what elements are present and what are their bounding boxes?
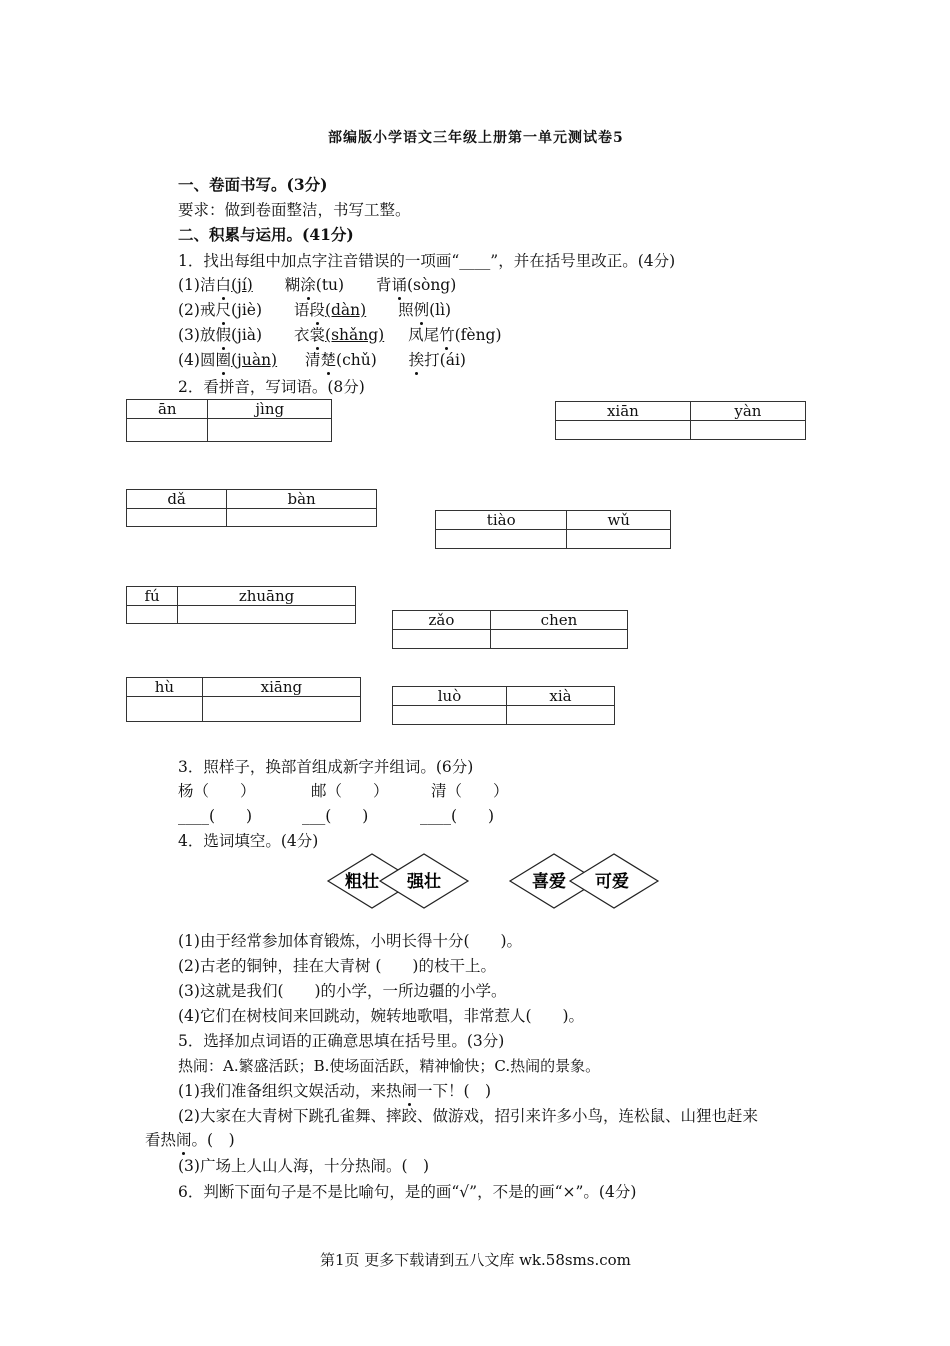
q3-prompt: 3．照样子，换部首组成新字并组词。(6分) bbox=[178, 758, 474, 776]
q1-row-2: (2)戒尺(jiè) 语段(dàn) 照例(lì) bbox=[178, 301, 452, 319]
pinyin-box-7: hù xiāng bbox=[126, 677, 361, 722]
q3-char-1: 杨（ ） bbox=[178, 782, 256, 800]
q1-row-3: (3)放假(jià) 衣裳(shǎng) 凤尾竹(fèng) bbox=[178, 326, 502, 344]
answer-cell[interactable] bbox=[436, 530, 567, 549]
word-option-4: 可爱 bbox=[595, 872, 629, 892]
page-title: 部编版小学语文三年级上册第一单元测试卷5 bbox=[328, 130, 624, 146]
q2-prompt: 2．看拼音，写词语。(8分) bbox=[178, 378, 365, 396]
answer-cell[interactable] bbox=[127, 606, 178, 624]
q1-row-1: (1)洁白(jí) 糊涂(tu) 背诵(sòng) bbox=[178, 276, 457, 294]
q3-blank-3[interactable]: ____( ) bbox=[420, 807, 495, 825]
q5-sentence-2: (2)大家在大青树下跳孔雀舞、摔跤、做游戏，招引来许多小鸟，连松鼠、山狸也赶来 bbox=[178, 1107, 758, 1125]
answer-cell[interactable] bbox=[556, 421, 691, 440]
word-option-3: 喜爱 bbox=[532, 872, 566, 892]
word-option-2: 强壮 bbox=[407, 872, 441, 892]
q4-sentence-1: (1)由于经常参加体育锻炼，小明长得十分( )。 bbox=[178, 932, 523, 950]
answer-cell[interactable] bbox=[127, 419, 208, 442]
section-1-heading: 一、卷面书写。(3分) bbox=[178, 175, 328, 194]
pinyin-box-5: fú zhuāng bbox=[126, 586, 356, 624]
section-2-heading: 二、积累与运用。(41分) bbox=[178, 225, 354, 244]
answer-cell[interactable] bbox=[127, 509, 227, 527]
answer-cell[interactable] bbox=[227, 509, 377, 527]
q1-prompt: 1．找出每组中加点字注音错误的一项画“____”，并在括号里改正。(4分) bbox=[178, 252, 676, 270]
q3-blank-1[interactable]: ____( ) bbox=[178, 807, 253, 825]
q3-char-2: 邮（ ） bbox=[311, 782, 389, 800]
q6-prompt: 6．判断下面句子是不是比喻句，是的画“√”，不是的画“×”。(4分) bbox=[178, 1183, 637, 1201]
q5-sentence-3: (3)广场上人山人海，十分热闹。( ) bbox=[178, 1157, 430, 1175]
answer-cell[interactable] bbox=[690, 421, 805, 440]
word-option-1: 粗壮 bbox=[345, 872, 379, 892]
q1-row-4: (4)圆圈(juàn) 清楚(chǔ) 挨打(ái) bbox=[178, 351, 466, 369]
page-footer: 第1页 更多下载请到五八文库 wk.58sms.com bbox=[320, 1251, 631, 1269]
section-1-requirement: 要求：做到卷面整洁，书写工整。 bbox=[178, 201, 411, 219]
answer-cell[interactable] bbox=[178, 606, 356, 624]
pinyin-box-3: dǎ bàn bbox=[126, 489, 377, 527]
pinyin-box-1: ān jìng bbox=[126, 399, 332, 442]
pinyin-box-4: tiào wǔ bbox=[435, 510, 671, 549]
answer-cell[interactable] bbox=[208, 419, 332, 442]
answer-cell[interactable] bbox=[127, 697, 203, 722]
answer-cell[interactable] bbox=[393, 706, 507, 725]
q4-sentence-2: (2)古老的铜钟，挂在大青树 ( )的枝干上。 bbox=[178, 957, 496, 975]
answer-cell[interactable] bbox=[393, 630, 491, 649]
answer-cell[interactable] bbox=[202, 697, 360, 722]
q4-prompt: 4．选词填空。(4分) bbox=[178, 832, 319, 850]
answer-cell[interactable] bbox=[507, 706, 615, 725]
q5-sentence-1: (1)我们准备组织文娱活动，来热闹一下！( ) bbox=[178, 1082, 492, 1100]
q4-sentence-3: (3)这就是我们( )的小学，一所边疆的小学。 bbox=[178, 982, 507, 1000]
answer-cell[interactable] bbox=[567, 530, 671, 549]
pinyin-box-8: luò xià bbox=[392, 686, 615, 725]
q5-prompt: 5．选择加点词语的正确意思填在括号里。(3分) bbox=[178, 1032, 505, 1050]
answer-cell[interactable] bbox=[490, 630, 627, 649]
q5-definition: 热闹：A.繁盛活跃；B.使场面活跃，精神愉快；C.热闹的景象。 bbox=[178, 1057, 601, 1075]
q5-sentence-2-cont: 看热闹。( ) bbox=[145, 1131, 235, 1149]
q3-char-3: 清（ ） bbox=[431, 782, 509, 800]
q3-blank-2[interactable]: ___( ) bbox=[302, 807, 369, 825]
pinyin-box-2: xiān yàn bbox=[555, 401, 806, 440]
q4-sentence-4: (4)它们在树枝间来回跳动，婉转地歌唱，非常惹人( )。 bbox=[178, 1007, 585, 1025]
word-choice-diamonds bbox=[320, 850, 660, 912]
pinyin-box-6: zǎo chen bbox=[392, 610, 628, 649]
